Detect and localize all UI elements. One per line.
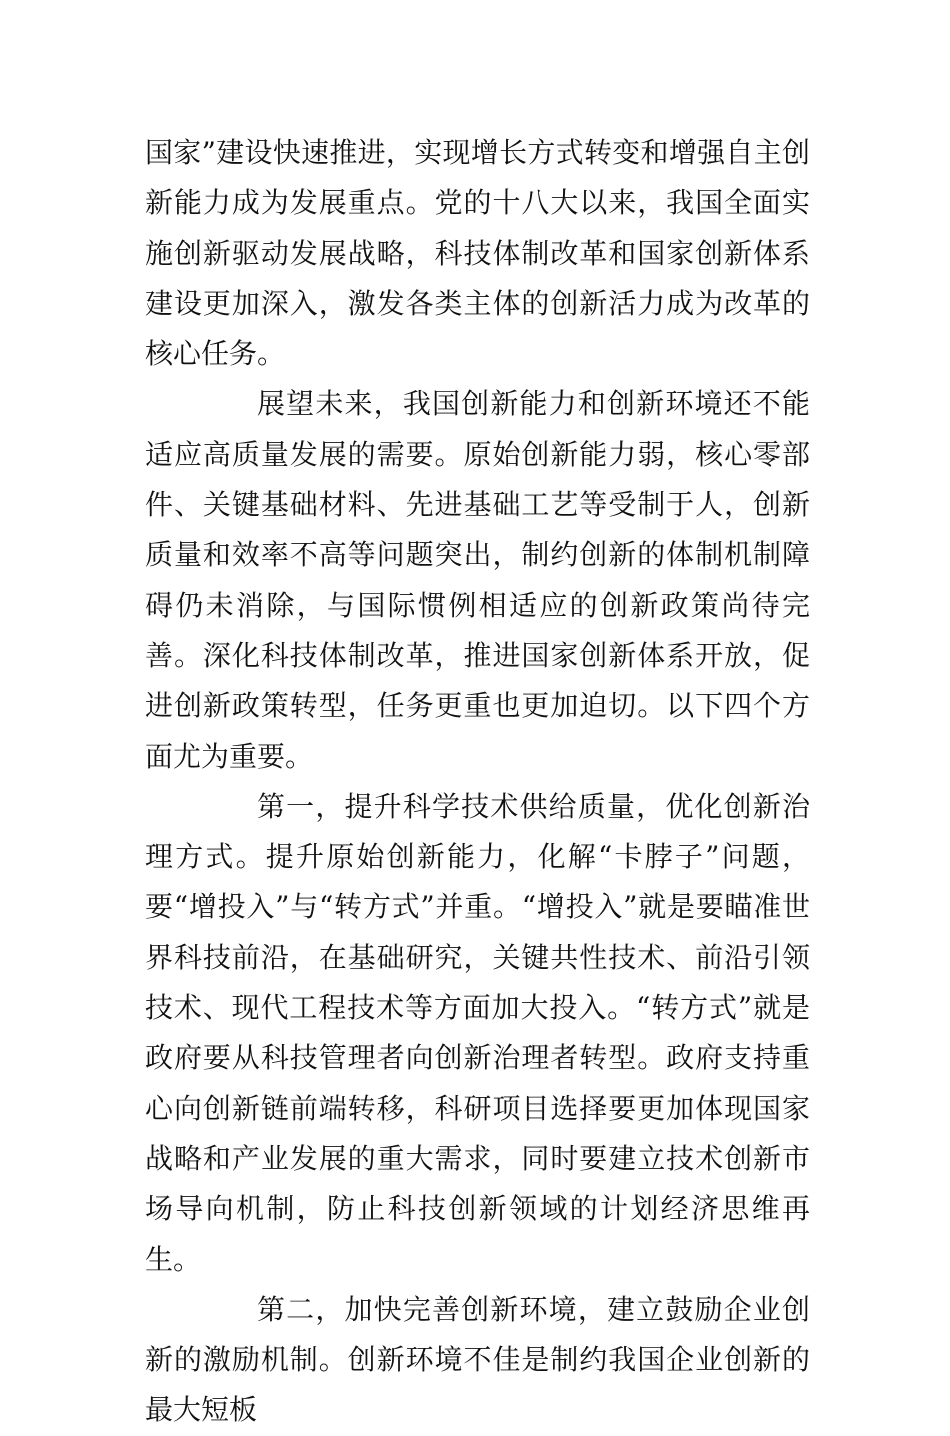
paragraph-continuation: 国家”建设快速推进，实现增长方式转变和增强自主创新能力成为发展重点。党的十八大以来，我国全面实施创新驱动发展战略，科技体制改革和国家创新体系建设更加深入，激发各类主体的创新活力成为改革的核心任务。 xyxy=(145,136,810,371)
paragraph-second-point: 第二，加快完善创新环境，建立鼓励企业创新的激励机制。创新环境不佳是制约我国企业创新的最大短板 xyxy=(145,1292,810,1427)
paragraph-outlook: 展望未来，我国创新能力和创新环境还不能适应高质量发展的需要。原始创新能力弱，核心零部件、关键基础材料、先进基础工艺等受制于人，创新质量和效率不高等问题突出，制约创新的体制机制障碍仍未消除，与国际惯例相适应的创新政策尚待完善。深化科技体制改革，推进国家创新体系开放，促进创新政策转型，任务更重也更加迫切。以下四个方面尤为重要。 xyxy=(145,387,810,773)
document-body xyxy=(145,128,810,1436)
paragraph-first-point: 第一，提升科学技术供给质量，优化创新治理方式。提升原始创新能力，化解“卡脖子”问题，要“增投入”与“转方式”并重。“增投入”就是要瞄准世界科技前沿，在基础研究，关键共性技术、前沿引领技术、现代工程技术等方面加大投入。“转方式”就是政府要从科技管理者向创新治理者转型。政府支持重心向创新链前端转移，科研项目选择要更加体现国家战略和产业发展的重大需求，同时要建立技术创新市场导向机制，防止科技创新领域的计划经济思维再生。 xyxy=(145,789,810,1276)
